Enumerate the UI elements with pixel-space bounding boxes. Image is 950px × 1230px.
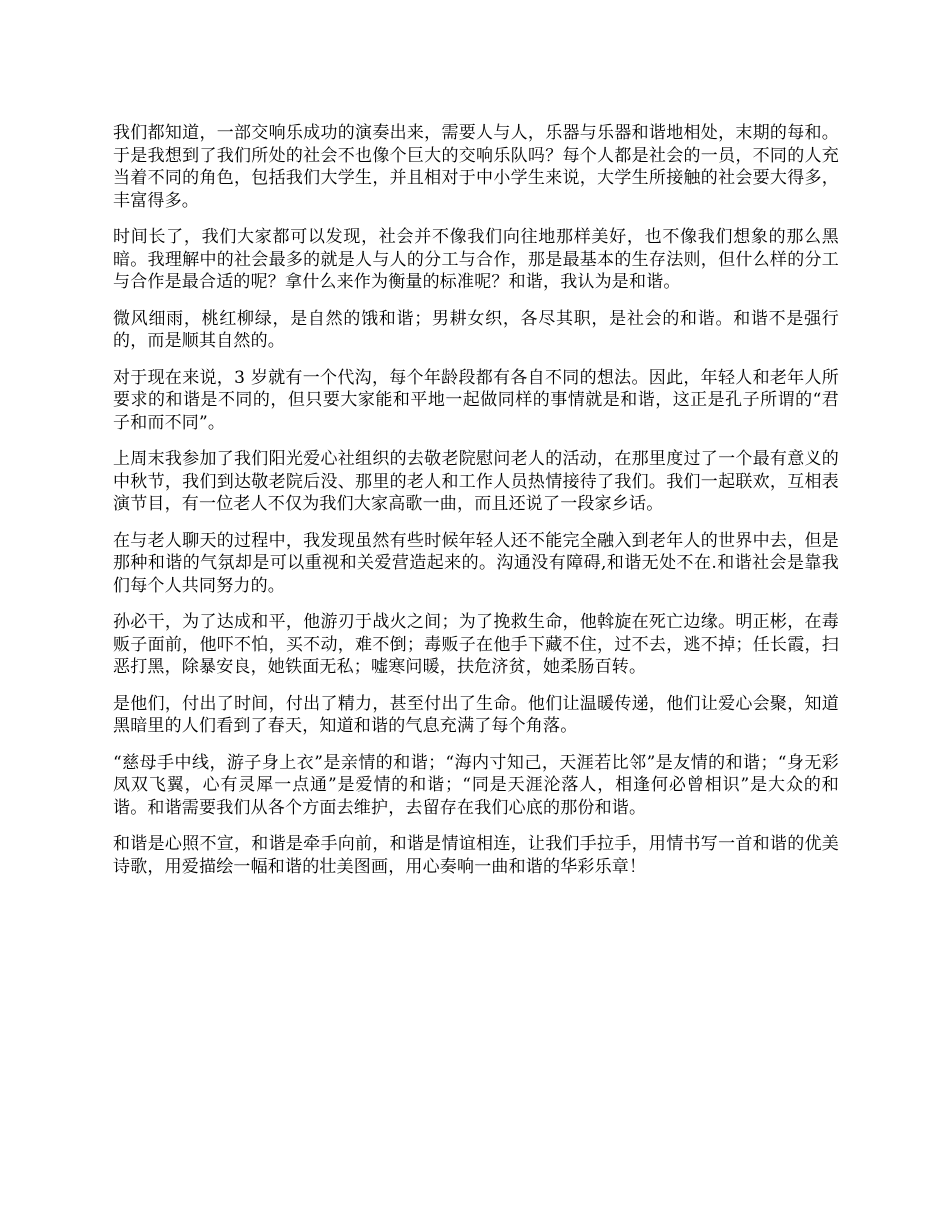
paragraph-1: 我们都知道，一部交响乐成功的演奏出来，需要人与人，乐器与乐器和谐地相处，末期的每和。于是我想到了我们所处的社会不也像个巨大的交响乐队吗？每个人都是社会的一员，不同的人充当着不同的角色，包括我们大学生，并且相对于中小学生来说，大学生所接触的社会要大得多，丰富得多。 <box>113 123 839 211</box>
paragraph-6: 在与老人聊天的过程中，我发现虽然有些时候年轻人还不能完全融入到老年人的世界中去，但是那种和谐的气氛却是可以重视和关爱营造起来的。沟通没有障碍,和谐无处不在.和谐社会是靠我们每个人共同努力的。 <box>113 530 839 596</box>
paragraph-3: 微风细雨，桃红柳绿，是自然的饿和谐；男耕女织，各尽其职，是社会的和谐。和谐不是强行的，而是顺其自然的。 <box>113 308 839 351</box>
document-body <box>113 122 839 892</box>
paragraph-8: 是他们，付出了时间，付出了精力，甚至付出了生命。他们让温暖传递，他们让爱心会聚，知道黑暗里的人们看到了春天，知道和谐的气息充满了每个角落。 <box>113 693 839 736</box>
paragraph-2: 时间长了，我们大家都可以发现，社会并不像我们向往地那样美好，也不像我们想象的那么黑暗。我理解中的社会最多的就是人与人的分工与合作，那是最基本的生存法则，但什么样的分工与合作是最合适的呢？拿什么来作为衡量的标准呢？和谐，我认为是和谐。 <box>113 227 839 292</box>
paragraph-10: 和谐是心照不宣，和谐是牵手向前，和谐是情谊相连，让我们手拉手，用情书写一首和谐的优美诗歌，用爱描绘一幅和谐的壮美图画，用心奏响一曲和谐的华彩乐章！ <box>113 834 839 877</box>
paragraph-5: 上周末我参加了我们阳光爱心社组织的去敬老院慰问老人的活动，在那里度过了一个最有意义的中秋节，我们到达敬老院后没、那里的老人和工作人员热情接待了我们。我们一起联欢，互相表演节目，有一位老人不仅为我们大家高歌一曲，而且还说了一段家乡话。 <box>113 449 839 514</box>
paragraph-9: “慈母手中线，游子身上衣”是亲情的和谐；“海内寸知己，天涯若比邻”是友情的和谐；“身无彩凤双飞翼，心有灵犀一点通”是爱情的和谐；“同是天涯沦落人，相逢何必曾相识”是大众的和谐。和谐需要我们从各个方面去维护，去留存在我们心底的那份和谐。 <box>113 752 839 818</box>
paragraph-7: 孙必干，为了达成和平，他游刃于战火之间；为了挽救生命，他斡旋在死亡边缘。明正彬，在毒贩子面前，他吓不怕，买不动，难不倒；毒贩子在他手下藏不住，过不去，逃不掉；任长霞，扫恶打黑，除暴安良，她铁面无私；嘘寒问暖，扶危济贫，她柔肠百转。 <box>113 612 839 677</box>
paragraph-4: 对于现在来说，3 岁就有一个代沟，每个年龄段都有各自不同的想法。因此，年轻人和老年人所要求的和谐是不同的，但只要大家能和平地一起做同样的事情就是和谐，这正是孔子所谓的“君子和而不同”。 <box>113 367 839 433</box>
